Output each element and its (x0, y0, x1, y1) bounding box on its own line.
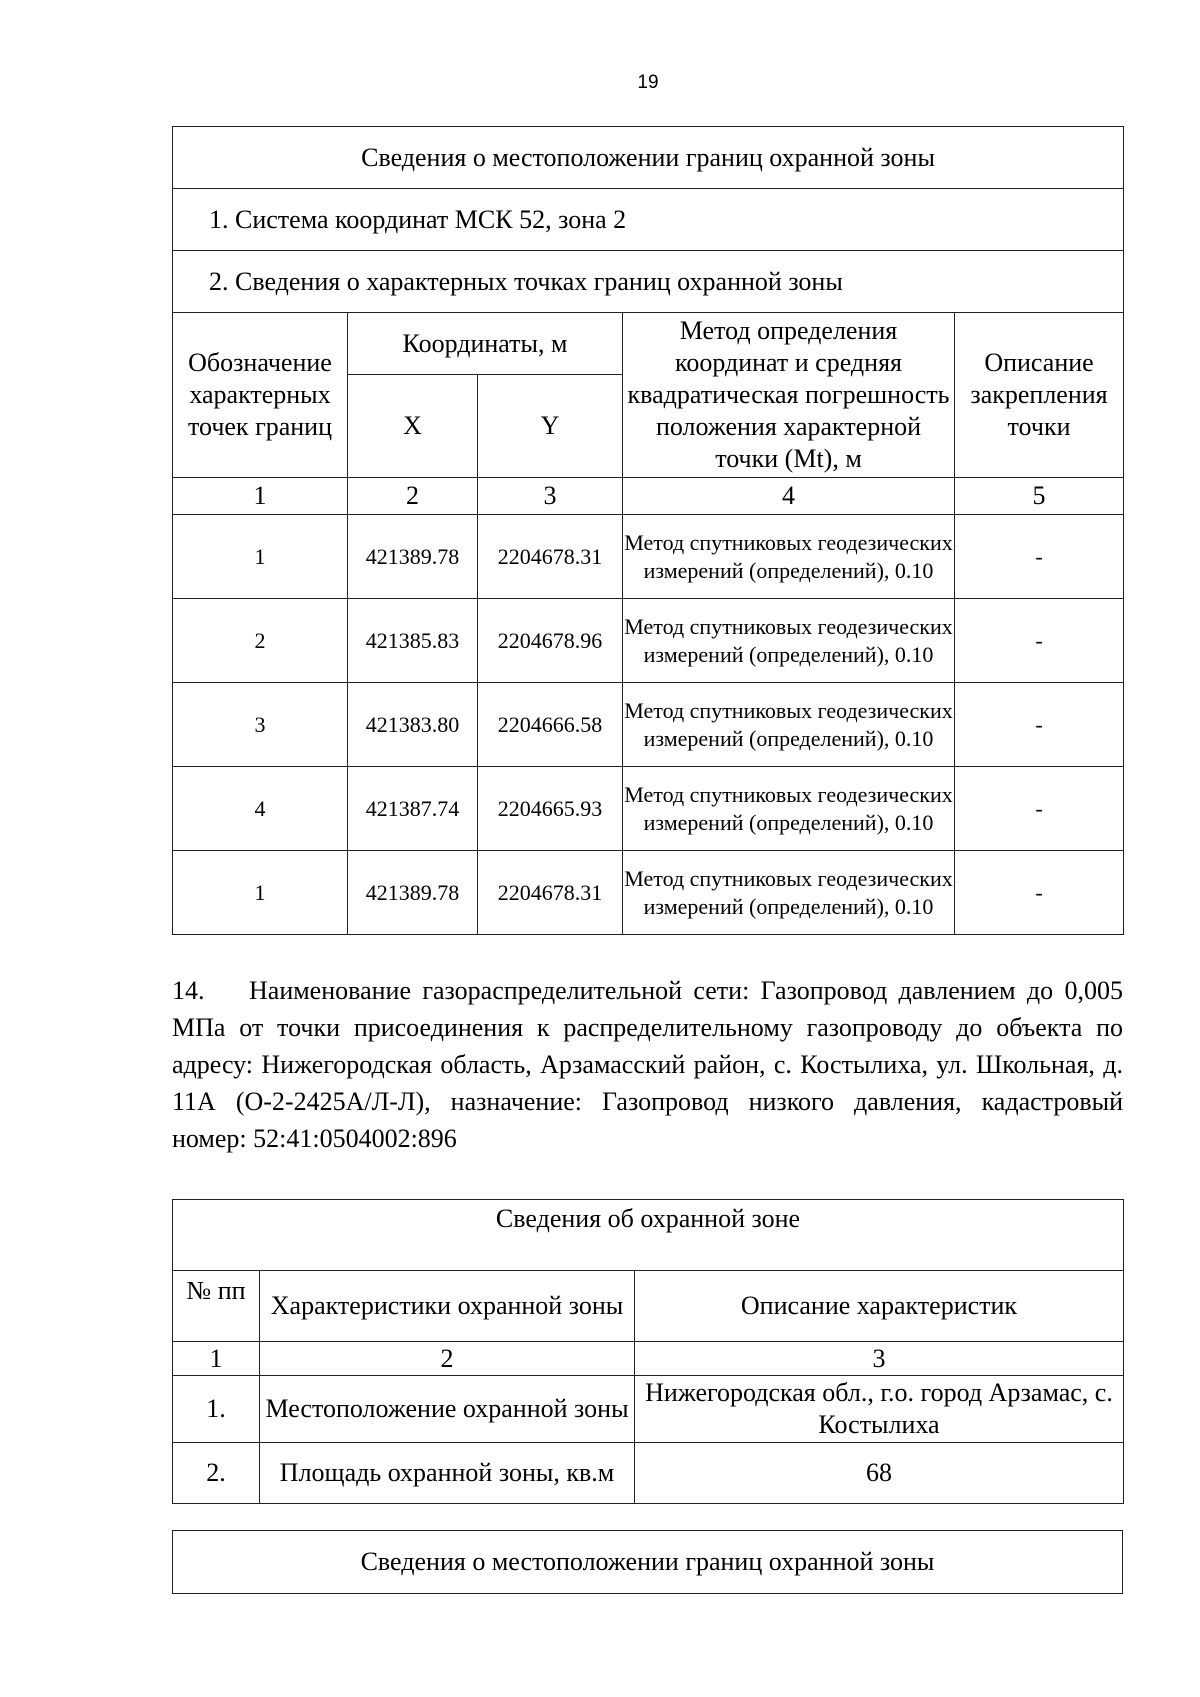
header-description: Описание закрепления точки (955, 313, 1124, 478)
characteristic-name: Местоположение охранной зоны (260, 1376, 635, 1443)
column-number: 4 (623, 478, 955, 515)
zone-table-title: Сведения об охранной зоне (173, 1200, 1124, 1271)
header-x: X (348, 375, 478, 478)
header-y: Y (478, 375, 623, 478)
table-row (173, 515, 1124, 599)
coord-y: 2204678.31 (478, 515, 623, 599)
description-cell: - (955, 851, 1124, 935)
header-method: Метод определения координат и средняя квадратическая погрешность положения характерной точки (Mt), м (623, 313, 955, 478)
table-row (173, 683, 1124, 767)
coord-y: 2204678.96 (478, 599, 623, 683)
bounds-table-title: Сведения о местоположении границ охранной зоны (173, 1531, 1123, 1594)
header-characteristics-description: Описание характеристик (635, 1271, 1124, 1342)
coord-x: 421389.78 (348, 851, 478, 935)
characteristic-value: Нижегородская обл., г.о. город Арзамас, с. Костылиха (635, 1376, 1124, 1443)
table-row (173, 1376, 1124, 1443)
coord-y: 2204666.58 (478, 683, 623, 767)
point-id: 3 (173, 683, 348, 767)
column-number: 1 (173, 1342, 260, 1376)
header-coordinates: Координаты, м (348, 313, 623, 375)
table-row (173, 851, 1124, 935)
coords-table-title: Сведения о местоположении границ охранной зоны (173, 127, 1124, 189)
network-description-paragraph (172, 972, 1123, 1157)
point-id: 1 (173, 515, 348, 599)
method-cell: Метод спутниковых геодезических измерений (определений), 0.10 (623, 599, 955, 683)
description-cell: - (955, 767, 1124, 851)
description-cell: - (955, 683, 1124, 767)
table-row (173, 1443, 1124, 1504)
column-number: 2 (260, 1342, 635, 1376)
column-number: 3 (478, 478, 623, 515)
header-row-number: № пп (173, 1271, 260, 1342)
method-cell: Метод спутниковых геодезических измерений (определений), 0.10 (623, 851, 955, 935)
column-number: 3 (635, 1342, 1124, 1376)
method-cell: Метод спутниковых геодезических измерений (определений), 0.10 (623, 683, 955, 767)
paragraph-text: Наименование газораспределительной сети: Газопровод давлением до 0,005 МПа от точки присоединения к распределительному газопроводу до объекта по адресу: Нижегородская область, Арзамасский район, с. Костылиха, ул. Школьная, д. 11А (О-2-2425А/Л-Л), назначение: Газопровод низкого давления, кадастровый номер: 52:41:0504002:896 (172, 976, 1123, 1153)
column-number: 5 (955, 478, 1124, 515)
protection-zone-table (172, 1199, 1124, 1504)
points-section-title: 2. Сведения о характерных точках границ охранной зоны (173, 251, 1124, 313)
coord-x: 421389.78 (348, 515, 478, 599)
point-id: 2 (173, 599, 348, 683)
table-row (173, 599, 1124, 683)
coord-x: 421385.83 (348, 599, 478, 683)
header-characteristics: Характеристики охранной зоны (260, 1271, 635, 1342)
table-row (173, 767, 1124, 851)
method-cell: Метод спутниковых геодезических измерений (определений), 0.10 (623, 515, 955, 599)
column-number: 1 (173, 478, 348, 515)
method-cell: Метод спутниковых геодезических измерений (определений), 0.10 (623, 767, 955, 851)
description-cell: - (955, 599, 1124, 683)
characteristic-value: 68 (635, 1443, 1124, 1504)
header-designation: Обозначение характерных точек границ (173, 313, 348, 478)
page-number: 19 (637, 72, 659, 93)
paragraph-number: 14. (172, 976, 205, 1005)
boundary-location-table-2 (172, 1530, 1123, 1594)
coordinate-system: 1. Система координат МСК 52, зона 2 (173, 189, 1124, 251)
point-id: 4 (173, 767, 348, 851)
coord-x: 421383.80 (348, 683, 478, 767)
point-id: 1 (173, 851, 348, 935)
coord-x: 421387.74 (348, 767, 478, 851)
coord-y: 2204665.93 (478, 767, 623, 851)
column-number: 2 (348, 478, 478, 515)
coord-y: 2204678.31 (478, 851, 623, 935)
row-number: 1. (173, 1376, 260, 1443)
boundary-coordinates-table (172, 126, 1124, 935)
row-number: 2. (173, 1443, 260, 1504)
description-cell: - (955, 515, 1124, 599)
characteristic-name: Площадь охранной зоны, кв.м (260, 1443, 635, 1504)
